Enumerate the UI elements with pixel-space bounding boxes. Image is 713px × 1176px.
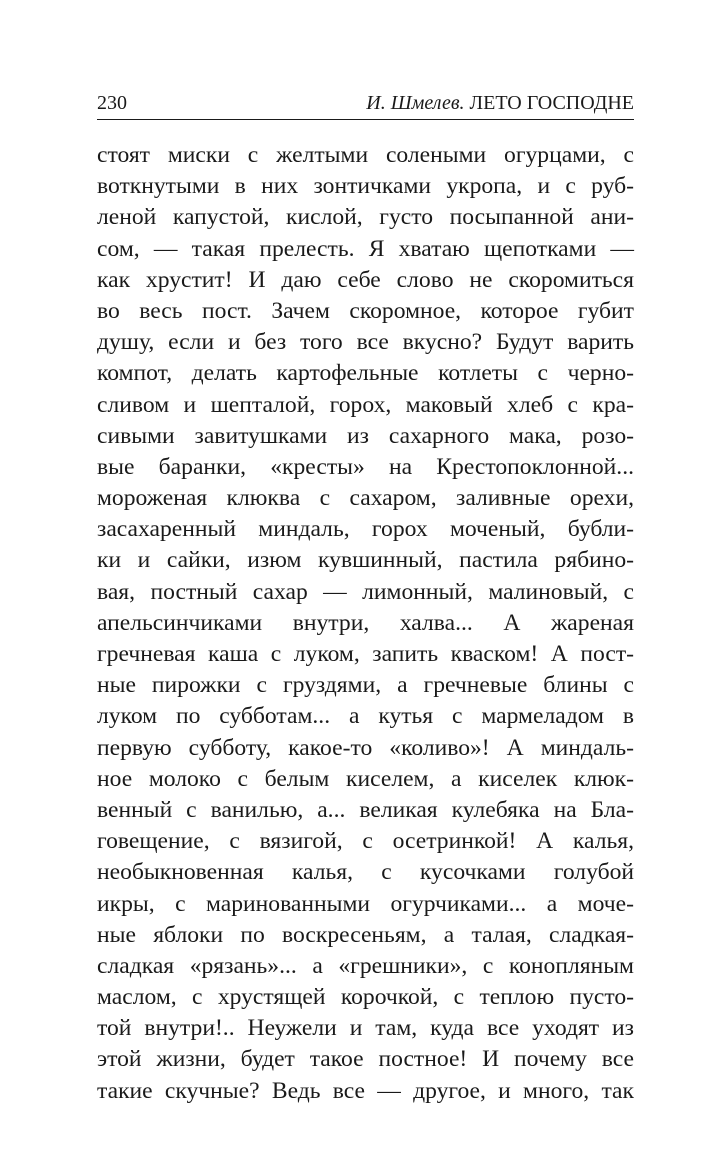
text-line: маслом, с хрустящей корочкой, с теплою пусто- [97, 984, 634, 1011]
page-number: 230 [97, 92, 127, 114]
text-line: сом, — такая прелесть. Я хватаю щепотками — [97, 235, 634, 262]
text-line: ные яблоки по воскресеньям, а талая, сладкая- [97, 921, 634, 948]
text-line: сладкая «рязань»... а «грешники», с конопляным [97, 952, 634, 979]
text-line: леной капустой, кислой, густо посыпанной ани- [97, 204, 634, 231]
text-line: этой жизни, будет такое постное! И почему все [97, 1046, 634, 1073]
running-title [366, 90, 634, 116]
text-line: во весь пост. Зачем скоромное, которое губит [97, 297, 634, 324]
text-line: засахаренный миндаль, горох моченый, бубли- [97, 516, 634, 543]
text-line: ки и сайки, изюм кувшинный, пастила рябино- [97, 547, 634, 574]
text-line: душу, если и без того все вкусно? Будут варить [97, 329, 634, 356]
text-line: как хрустит! И даю себе слово не скоромиться [97, 266, 634, 293]
text-line: мороженая клюква с сахаром, заливные орехи, [97, 485, 634, 512]
book-title: ЛЕТО ГОСПОДНЕ [469, 92, 634, 114]
text-line: необыкновенная калья, с кусочками голубой [97, 859, 634, 886]
text-line: луком по субботам... а кутья с мармеладом в [97, 703, 634, 730]
text-line: такие скучные? Ведь все — другое, и много, так [97, 1077, 634, 1104]
text-line: первую субботу, какое-то «коливо»! А миндаль- [97, 734, 634, 761]
text-line: вая, постный сахар — лимонный, малиновый, с [97, 578, 634, 605]
author-name: И. Шмелев. [366, 92, 465, 114]
text-line: говещение, с вязигой, с осетринкой! А калья, [97, 828, 634, 855]
text-line: сливом и шепталой, горох, маковый хлеб с кра- [97, 391, 634, 418]
text-line: стоят миски с желтыми солеными огурцами, с [97, 142, 634, 168]
running-head [97, 90, 634, 116]
text-line: апельсинчиками внутри, халва... А жареная [97, 609, 634, 636]
text-line: той внутри!.. Неужели и там, куда все уходят из [97, 1015, 634, 1042]
header-rule [97, 119, 634, 120]
text-line: компот, делать картофельные котлеты с черно- [97, 360, 634, 387]
text-line: вые баранки, «кресты» на Крестопоклонной... [97, 453, 634, 480]
text-line: ное молоко с белым киселем, а киселек клюк- [97, 765, 634, 792]
text-line: воткнутыми в них зонтичками укропа, и с руб- [97, 173, 634, 200]
text-line: ные пирожки с груздями, а гречневые блины с [97, 672, 634, 699]
text-line: гречневая каша с луком, запить кваском! А пост- [97, 641, 634, 667]
text-line: венный с ванилью, а... великая кулебяка на Бла- [97, 796, 634, 823]
body-text [97, 140, 634, 1107]
text-line: сивыми завитушками из сахарного мака, розо- [97, 422, 634, 449]
text-line: икры, с маринованными огурчиками... а моче- [97, 890, 634, 917]
